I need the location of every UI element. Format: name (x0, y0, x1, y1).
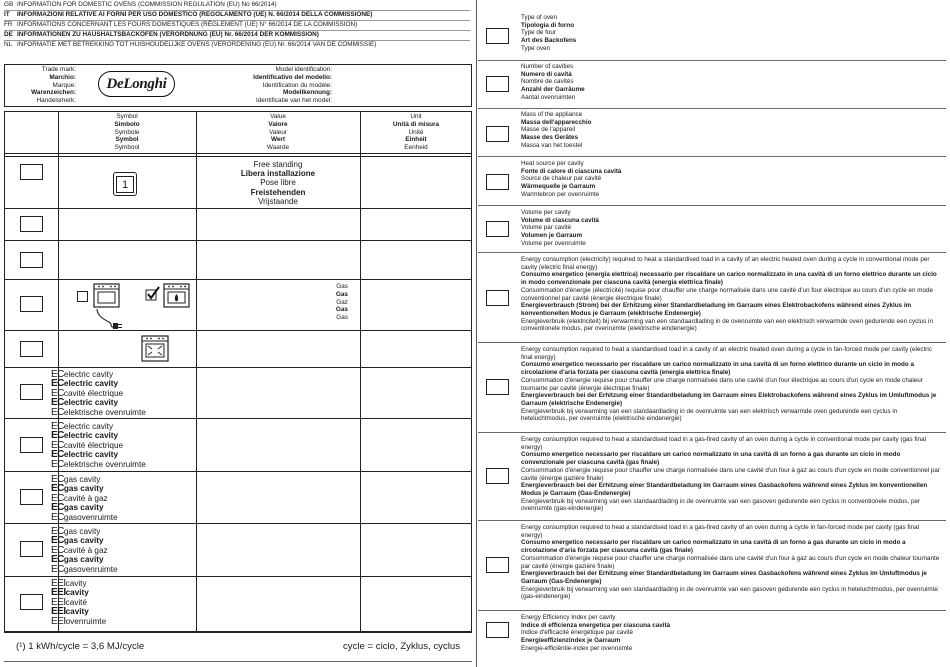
eei-symbol: EEIcavity EEIcavity EEIcavité EEIcavity EEIovenruimte (51, 578, 107, 627)
cavity-count-symbol: 1 (116, 176, 134, 193)
footnote-conversion: (¹) 1 kWh/cycle = 3,6 MJ/cycle (16, 641, 145, 652)
trademark-labels: Trade mark: Marchio: Marque: Warenzeichen: Handelsmerk: (31, 66, 76, 105)
number-of-cavities-description: Number of cavities Numero di cavità Nombre de cavités Anzahl der Garräume Aantal ovenruimten (521, 63, 585, 101)
oven-volume-icon (140, 334, 170, 369)
model-labels: Model identification: Identificativo del modello: Identification du modèle: Modellkennung: Identificatie van het model: (253, 66, 332, 105)
type-of-oven-checkbox[interactable] (486, 28, 509, 44)
ec-gas-fan-symbol: ECgas cavity ECgas cavity ECcavité à gaz ECgas cavity ECgasovenruimte (51, 526, 118, 575)
mass-checkbox[interactable] (20, 252, 43, 268)
energy-efficiency-index-description: Energy Efficiency Index per cavity Indice di efficienza energetica per ciascuna cavità Indice d'efficacité énergétique par cavité Energieeffizienzindex je Garraum Energie-efficiëntie-index per ovenruimte (521, 614, 671, 652)
ec-gas-conventional-checkbox[interactable] (20, 489, 43, 505)
heat-source-checkbox[interactable] (20, 296, 43, 312)
energy-electric-conventional-checkbox[interactable] (486, 290, 509, 306)
energy-gas-fan-checkbox[interactable] (486, 557, 509, 573)
heat-source-per-cavity-checkbox[interactable] (486, 174, 509, 190)
symbol-column-header: Symbol Simbolo Symbole Symbol Symbool (114, 113, 140, 152)
mass-of-appliance-checkbox[interactable] (486, 126, 509, 142)
energy-efficiency-index-checkbox[interactable] (486, 622, 509, 638)
electric-option-checkbox[interactable] (77, 291, 88, 302)
heat-source-description: Heat source per cavity Fonte di calore di ciascuna cavità Source de chaleur par cavité Wärmequelle je Garraum Warmtebron per ovenruimte (521, 160, 622, 198)
gas-oven-icon (163, 283, 191, 314)
energy-gas-fan-description: Energy consumption required to heat a standardised load in a gas-fired cavity of an oven during a cycle in fan-forced mode per cavity (gas final energy) Consumo energetico necessario per riscaldare un carico normalizzato in una cavità di un forno a gas durante un ciclo in modo a circolazione d'aria forzata per ciascuna cavità (gas finale) Consommation d'énergie requise pour chauffer une charge normalisée dans une cavité d'un four à gaz au cours d'un cycle en mode chaleur tournante par cavité (énergie gazière finale) Energieverbrauch bei der Erhitzung einer Standardbeladung im Garraum eines Gasbackofens während eines Zyklus im Umluftmodus je Garraum (Gas-Endenergie) Energieverbruik bij verwarming van een standaardlading in de ovenruimte van een gasoven gedurende een cyclus in heteluchtmodus, per ovenruimte (gas-eindenergie) (521, 524, 940, 601)
electric-plug-icon (95, 308, 123, 335)
header-line: FR INFORMATIONS CONCERNANT LES FOURS DOMESTIQUES (RÈGLEMENT (UE) N° 66/2014 DE LA COMMISSION) (4, 21, 358, 28)
number-of-cavities-checkbox[interactable] (486, 76, 509, 92)
gas-option-checkmark-icon[interactable] (145, 286, 161, 307)
volume-checkbox[interactable] (20, 341, 43, 357)
free-standing-value: Free standing Libera installazione Pose libre Freistehenden Vrijstaande (240, 160, 316, 206)
header-line: GB INFORMATION FOR DOMESTIC OVENS (COMMISSION REGULATION (EU) No 66/2014) (4, 1, 277, 8)
ec-electric-fan-symbol: ECelectric cavity ECelectric cavity ECcavité électrique ECelectric cavity ECelektrische ovenruimte (51, 421, 146, 470)
mass-of-appliance-description: Mass of the appliance Massa dell'apparecchio Masse de l'appareil Masse des Gerätes Massa van het toestel (521, 111, 592, 149)
volume-per-cavity-description: Volume per cavity Volume di ciascuna cavità Volume par cavité Volumen je Garraum Volume per ovenruimte (521, 209, 599, 247)
unit-column-header: Unit Unità di misura Unité Einheit Eenheid (392, 113, 440, 152)
header-line: NL INFORMATIE MET BETREKKING TOT HUISHOUDELIJKE OVENS (VERORDENING (EU) Nr. 66/2014 VAN DE COMMISSIE) (4, 41, 377, 48)
energy-electric-conventional-description: Energy consumption (electricity) required to heat a standardised load in a cavity of an electric heated oven during a cycle in conventional mode per cavity (electric final energy) Consumo energetico (energia elettrica) necessario per riscaldare un carico normalizzato in una cavità di un forno elettrico durante un ciclo in modo convenzionale per ciascuna cavità (energia elettrica finale) Consommation d'énergie (électricité) requise pour chauffer une charge normalisée dans une cavité d'un four électrique au cours d'un cycle en mode conventionnel par cavité (énergie électrique finale) Energieverbrauch (Strom) bei der Erhitzung einer Standardbeladung im Garraum eines Elektrobackofens während eines Zyklus im konventionellen Modus je Garraum (elektrische Endenergie) Energieverbruik (elektriciteit) bij verwarming van een standaardlading in de ovenruimte van een elektrisch verwarmde oven gedurende een cyclus in conventionele modus, per ovenruimte (elektrische eindenergie) (521, 256, 937, 333)
value-column-header: Value Valore Valeur Wert Waarde (266, 113, 290, 152)
header-line: DE INFORMATIONEN ZU HAUSHALTSBACKÖFEN (VERORDNUNG (EU) Nr. 66/2014 DER KOMMISSION) (4, 31, 319, 38)
energy-gas-conventional-checkbox[interactable] (486, 468, 509, 484)
ec-electric-conventional-checkbox[interactable] (20, 384, 43, 400)
type-checkbox[interactable] (20, 164, 43, 180)
ec-electric-fan-checkbox[interactable] (20, 437, 43, 453)
gas-units: Gas Gas Gaz Gas Gas (335, 283, 348, 322)
header-line: IT INFORMAZIONI RELATIVE AI FORNI PER USO DOMESTICO (REGOLAMENTO (UE) N. 66/2014 DELLA COMMISSIONE) (4, 11, 373, 18)
footnote-cycle: cycle = ciclo, Zyklus, cyclus (343, 641, 461, 652)
ec-gas-conventional-symbol: ECgas cavity ECgas cavity ECcavité à gaz ECgas cavity ECgasovenruimte (51, 474, 118, 523)
energy-electric-fan-checkbox[interactable] (486, 379, 509, 395)
energy-gas-conventional-description: Energy consumption required to heat a standardised load in a gas-fired cavity of an oven during a cycle in conventional mode per cavity (gas final energy) Consumo energetico necessario per riscaldare un carico normalizzato in una cavità di un forno a gas durante un ciclo in modo convenzionale per ciascuna cavità (gas finale) Consommation d'énergie requise pour chauffer une charge normalisée dans une cavité d'un four à gaz au cours d'un cycle en mode conventionnel par cavité (énergie gazière finale) Energieverbrauch bei der Erhitzung einer Standardbeladung im Garraum eines Gasbackofens während eines Zyklus im konventionellen Modus je Garraum (Gas-Endenergie) Energieverbruik bij verwarming van een standaardlading in de ovenruimte van een gasoven gedurende een cyclus in conventionele modus, per ovenruimte (gas-eindenergie) (521, 436, 940, 513)
type-of-oven-description: Type of oven Tipologia di forno Type de four Art des Backofens Type oven (521, 14, 577, 52)
cavities-checkbox[interactable] (20, 216, 43, 232)
oven-cavity-icon (113, 172, 137, 196)
volume-per-cavity-checkbox[interactable] (486, 221, 509, 237)
ec-gas-fan-checkbox[interactable] (20, 541, 43, 557)
eei-checkbox[interactable] (20, 594, 43, 610)
delonghi-logo: DeLonghi (98, 71, 175, 97)
energy-electric-fan-description: Energy consumption required to heat a standardised load in a cavity of an electric heated oven during a cycle in fan-forced mode per cavity (electric final energy) Consumo energetico necessario per riscaldare un carico normalizzato in una cavità di un forno elettrico durante un ciclo in modo a circolazione d'aria forzata per ciascuna cavità (energia elettrica finale) Consommation d'énergie requise pour chauffer une charge normalisée dans une cavité d'un four électrique au cours d'un cycle en mode chaleur tournante par cavité (énergie électrique finale) Energieverbrauch bei der Erhitzung einer Standardbeladung im Garraum eines Elektrobackofens während eines Zyklus im Umluftmodus je Garraum (elektrische Endenergie) Energieverbruik bij verwarming van een standaardlading in de ovenruimte van een elektrisch verwarmde oven gedurende een cyclus in heteluchtmodus, per ovenruimte (elektrische eindenergie) (521, 346, 937, 423)
ec-electric-conventional-symbol: ECelectric cavity ECelectric cavity ECcavité électrique ECelectric cavity ECelektrische ovenruimte (51, 369, 146, 418)
